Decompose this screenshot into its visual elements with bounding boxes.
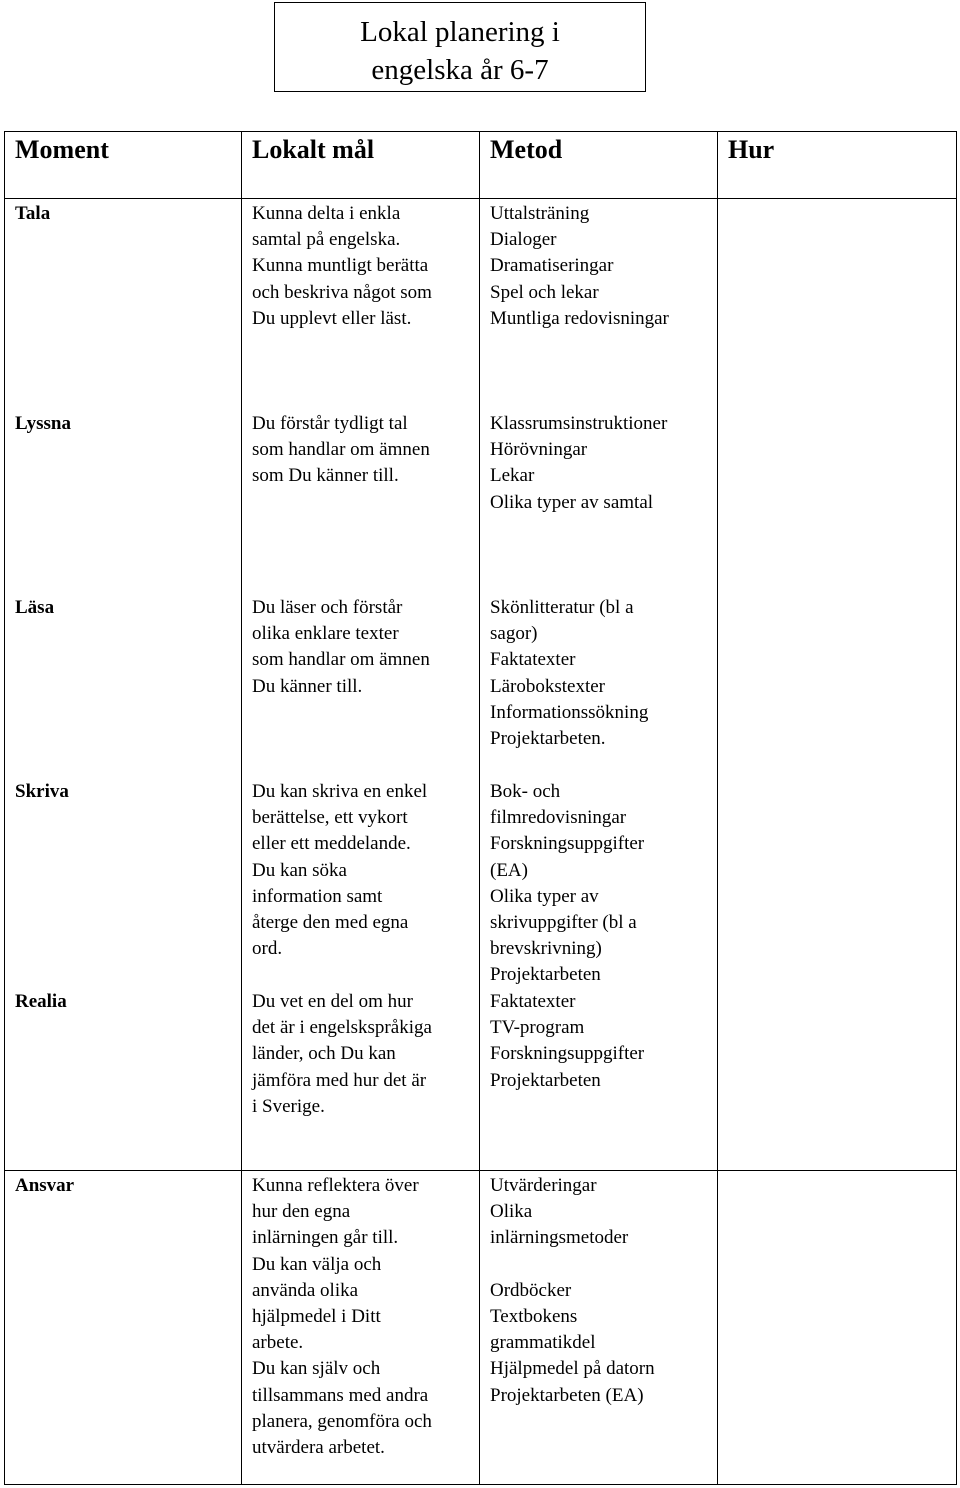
mal-line: Kunna reflektera över (252, 1175, 419, 1196)
metod-line: Textbokens (490, 1306, 578, 1327)
metod-line: Utvärderingar (490, 1175, 597, 1196)
metod-line: skrivuppgifter (bl a (490, 912, 637, 934)
metod-line: sagor) (490, 623, 538, 645)
metod-line: Projektarbeten (EA) (490, 1384, 644, 1406)
mal-line: Du upplevt eller läst. (252, 307, 412, 329)
metod-line: Projektarbeten. (490, 728, 606, 750)
mal-line: eller ett meddelande. (252, 833, 411, 855)
row-tala-metod (490, 201, 669, 332)
mal-line: Kunna delta i enkla (252, 203, 401, 224)
row-ansvar-metod (490, 1173, 655, 1409)
row-skriva-metod (490, 779, 644, 989)
metod-line: Dialoger (490, 229, 557, 251)
row-lyssna-mal (252, 411, 430, 490)
metod-line: (EA) (490, 859, 528, 881)
mal-line: hjälpmedel i Ditt (252, 1306, 381, 1328)
header-lokalt-mal: Lokalt mål (252, 135, 375, 164)
header-hur: Hur (728, 135, 775, 164)
metod-line: Hörövningar (490, 439, 588, 461)
metod-line: Uttalsträning (490, 203, 590, 224)
mal-line: Du kan söka (252, 859, 347, 881)
grid-right-line (956, 131, 957, 1485)
metod-line: inlärningsmetoder (490, 1227, 629, 1249)
mal-line: Du kan välja och (252, 1253, 382, 1275)
row-tala-moment: Tala (15, 203, 51, 224)
metod-line: Ordböcker (490, 1279, 572, 1301)
mal-line: planera, genomföra och (252, 1410, 432, 1432)
mal-line: samtal på engelska. (252, 229, 401, 251)
mal-line: Du känner till. (252, 675, 363, 697)
grid-bottom-line (4, 1484, 957, 1485)
metod-line: TV-program (490, 1017, 585, 1039)
metod-line: Spel och lekar (490, 281, 599, 303)
title-line-1: Lokal planering i (360, 16, 560, 48)
row-realia-moment: Realia (15, 991, 67, 1012)
mal-line: i Sverige. (252, 1095, 325, 1117)
mal-line: ord. (252, 938, 283, 960)
mal-line: använda olika (252, 1279, 359, 1301)
mal-line: länder, och Du kan (252, 1043, 396, 1065)
mal-line: Du förstår tydligt tal (252, 413, 408, 434)
grid-top-line (4, 131, 957, 132)
mal-line: Du läser och förstår (252, 597, 403, 618)
mal-line: inlärningen går till. (252, 1227, 399, 1249)
metod-line: Informationssökning (490, 701, 649, 723)
mal-line: Kunna muntligt berätta (252, 255, 429, 277)
metod-line: grammatikdel (490, 1332, 596, 1354)
metod-line: Olika typer av (490, 885, 599, 907)
row-lyssna-moment: Lyssna (15, 413, 71, 434)
row-lasa-moment: Läsa (15, 597, 55, 618)
row-skriva-moment: Skriva (15, 781, 69, 802)
metod-line: Projektarbeten (490, 964, 601, 986)
metod-line: Olika typer av samtal (490, 491, 654, 513)
row-ansvar-moment: Ansvar (15, 1175, 75, 1196)
grid-left-line (4, 131, 5, 1485)
row-realia-metod (490, 989, 644, 1094)
mal-line: information samt (252, 885, 383, 907)
mal-line: Du vet en del om hur (252, 991, 413, 1012)
metod-line: Klassrumsinstruktioner (490, 413, 668, 434)
row-lyssna-metod (490, 411, 667, 516)
metod-line: Projektarbeten (490, 1069, 601, 1091)
metod-line: Lärobokstexter (490, 675, 606, 697)
grid-col2-line (241, 131, 242, 1485)
mal-line: Du kan själv och (252, 1358, 381, 1380)
mal-line: som handlar om ämnen (252, 439, 430, 461)
metod-line: Muntliga redovisningar (490, 307, 669, 329)
mal-line: berättelse, ett vykort (252, 807, 408, 829)
row-lasa-mal (252, 595, 430, 700)
mal-line: olika enklare texter (252, 623, 399, 645)
metod-line: Lekar (490, 465, 535, 487)
metod-line: Forskningsuppgifter (490, 833, 645, 855)
row-skriva-mal (252, 779, 427, 962)
metod-line: Olika (490, 1201, 533, 1223)
grid-col4-line (717, 131, 718, 1485)
row-realia-mal (252, 989, 432, 1120)
metod-line: Hjälpmedel på datorn (490, 1358, 655, 1380)
metod-line: Skönlitteratur (bl a (490, 597, 634, 618)
mal-line: som handlar om ämnen (252, 649, 430, 671)
mal-line: jämföra med hur det är (252, 1069, 427, 1091)
row-ansvar-mal (252, 1173, 432, 1461)
metod-spacer (490, 1252, 655, 1278)
title-line-2: engelska år 6-7 (371, 54, 549, 86)
header-moment: Moment (15, 135, 109, 164)
grid-header-line (4, 198, 957, 199)
mal-line: arbete. (252, 1332, 304, 1354)
metod-line: Faktatexter (490, 991, 576, 1012)
metod-line: Dramatiseringar (490, 255, 614, 277)
mal-line: utvärdera arbetet. (252, 1437, 385, 1459)
mal-line: tillsammans med andra (252, 1384, 429, 1406)
mal-line: det är i engelskspråkiga (252, 1017, 432, 1039)
row-lasa-metod (490, 595, 648, 752)
page-title (274, 2, 646, 92)
grid-ansvar-line (4, 1170, 957, 1171)
mal-line: som Du känner till. (252, 465, 399, 487)
header-metod: Metod (490, 135, 563, 164)
mal-line: återge den med egna (252, 912, 409, 934)
metod-line: Forskningsuppgifter (490, 1043, 645, 1065)
mal-line: hur den egna (252, 1201, 351, 1223)
metod-line: Faktatexter (490, 649, 576, 671)
metod-line: filmredovisningar (490, 807, 627, 829)
grid-col3-line (479, 131, 480, 1485)
metod-line: brevskrivning) (490, 938, 602, 960)
mal-line: Du kan skriva en enkel (252, 781, 428, 802)
row-tala-mal (252, 201, 432, 332)
mal-line: och beskriva något som (252, 281, 432, 303)
metod-line: Bok- och (490, 781, 561, 802)
